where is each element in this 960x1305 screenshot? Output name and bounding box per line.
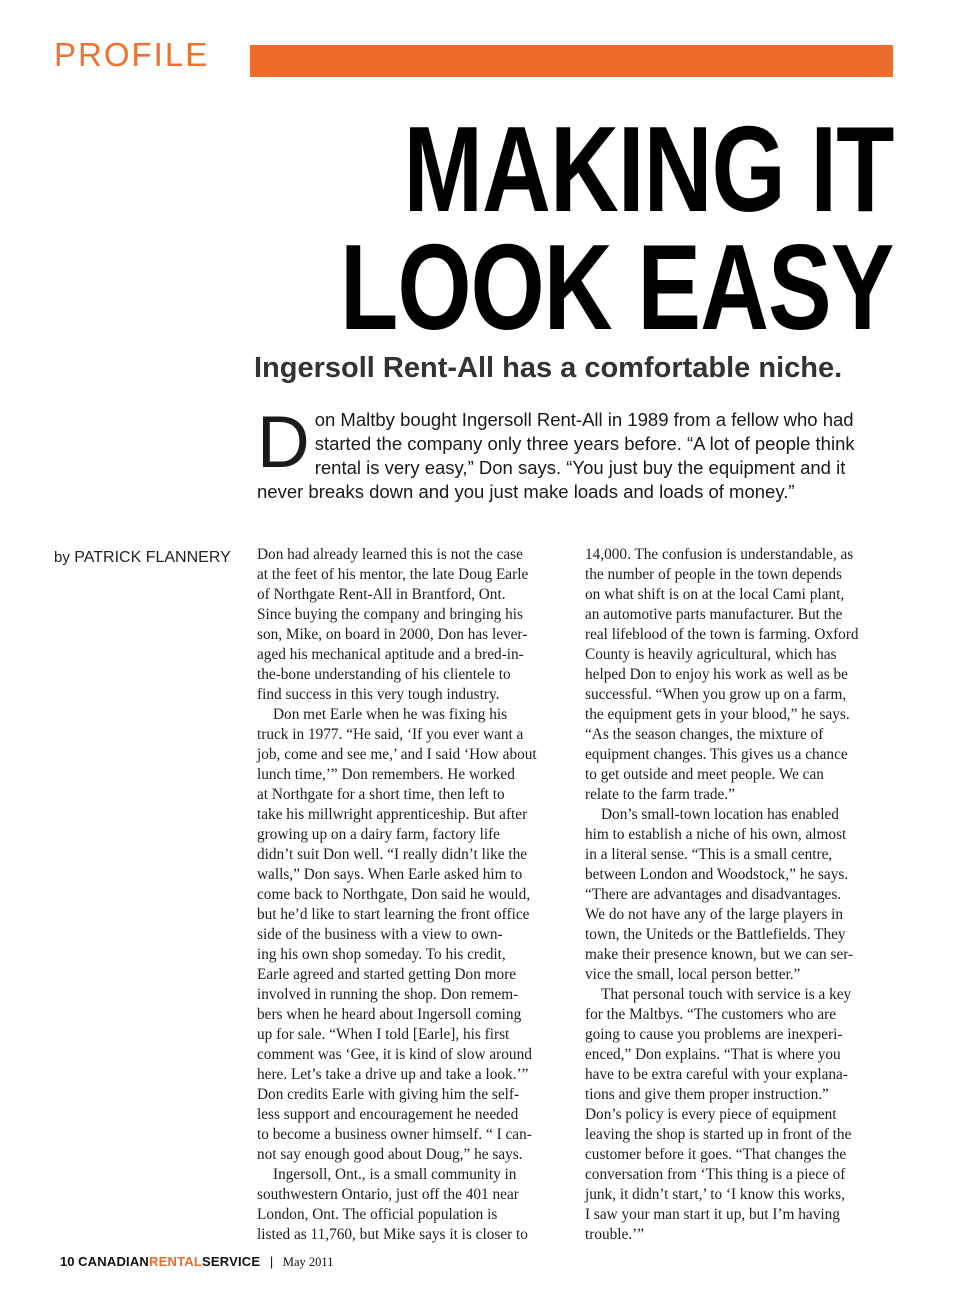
- body-text-line: “As the season changes, the mixture of: [585, 726, 824, 743]
- body-text-line: Don’s small-town location has enabled: [601, 806, 839, 823]
- byline-prefix: by: [54, 549, 70, 566]
- body-text-line: on what shift is on at the local Cami plant,: [585, 586, 845, 603]
- body-text-line: the-bone understanding of his clientele to: [257, 666, 511, 683]
- body-text-line: of Northgate Rent-All in Brantford, Ont.: [257, 586, 506, 603]
- body-text-line: less support and encouragement he needed: [257, 1106, 519, 1123]
- body-text-line: “There are advantages and disadvantages.: [585, 886, 842, 903]
- body-text-line: the number of people in the town depends: [585, 566, 843, 583]
- lead-line: rental is very easy,” Don says. “You just buy the equipment and it: [314, 457, 846, 478]
- body-text-line: to become a business owner himself. “ I can-: [257, 1126, 532, 1143]
- body-text-line: comment was ‘Gee, it is kind of slow around: [257, 1046, 532, 1063]
- body-text-line: ing his own shop someday. To his credit,: [257, 946, 506, 963]
- body-text-line: Ingersoll, Ont., is a small community in: [273, 1166, 517, 1183]
- body-text-line: job, come and see me,’ and I said ‘How about: [257, 746, 537, 763]
- page-footer: [60, 1254, 333, 1270]
- magazine-name-part-2: RENTAL: [149, 1254, 202, 1269]
- body-text-line: side of the business with a view to own-: [257, 926, 503, 943]
- footer-separator: |: [269, 1254, 274, 1269]
- section-label: PROFILE: [54, 36, 210, 73]
- body-text-line: didn’t suit Don well. “I really didn’t like the: [257, 846, 528, 863]
- lead-line: never breaks down and you just make loads and loads of money.”: [257, 481, 795, 502]
- body-text-line: at Northgate for a short time, then left to: [257, 786, 505, 803]
- headline: [340, 101, 894, 355]
- body-text-line: not say enough good about Doug,” he says.: [257, 1146, 523, 1163]
- body-text-line: bers when he heard about Ingersoll coming: [257, 1006, 522, 1023]
- lead-line: started the company only three years before. “A lot of people think: [314, 433, 855, 454]
- body-text-line: successful. “When you grow up on a farm,: [585, 686, 847, 703]
- body-text-line: make their presence known, but we can ser-: [585, 946, 854, 963]
- body-text-line: trouble.’”: [585, 1226, 645, 1243]
- magazine-name-part-3: SERVICE: [201, 1254, 261, 1269]
- body-text-line: find success in this very tough industry.: [257, 686, 500, 703]
- byline-author: PATRICK FLANNERY: [74, 549, 231, 566]
- body-text-line: truck in 1977. “He said, ‘If you ever want a: [257, 726, 524, 743]
- body-text-line: junk, it didn’t start,’ to ‘I know this works,: [585, 1186, 845, 1203]
- body-text-line: County is heavily agricultural, which has: [585, 646, 837, 663]
- body-text-line: up for sale. “When I told [Earle], his first: [257, 1026, 510, 1043]
- body-text-line: going to cause you problems are inexperi-: [585, 1026, 843, 1043]
- body-text-line: Don’s policy is every piece of equipment: [585, 1106, 837, 1123]
- lead-paragraph: [257, 402, 893, 504]
- body-text-line: Don credits Earle with giving him the self-: [257, 1086, 520, 1103]
- body-text-line: I saw your man start it up, but I’m having: [585, 1206, 840, 1223]
- body-text-line: aged his mechanical aptitude and a bred-in-: [257, 646, 524, 663]
- body-text-line: but he’d like to start learning the front office: [257, 906, 530, 923]
- body-text-line: helped Don to enjoy his work as well as be: [585, 666, 848, 683]
- body-text-line: between London and Woodstock,” he says.: [585, 866, 849, 883]
- body-text-line: him to establish a niche of his own, almost: [585, 826, 847, 843]
- body-column-1: [257, 545, 567, 1245]
- body-text-line: have to be extra careful with your explana-: [585, 1066, 848, 1083]
- body-text-line: listed as 11,760, but Mike says it is closer to: [257, 1226, 528, 1243]
- body-text-line: in a literal sense. “This is a small centre,: [585, 846, 833, 863]
- magazine-name: [78, 1254, 260, 1269]
- page-number: 10: [60, 1254, 75, 1269]
- body-text-line: town, the Uniteds or the Battlefields. They: [585, 926, 846, 943]
- body-text-line: involved in running the shop. Don remem-: [257, 986, 519, 1003]
- body-text-line: That personal touch with service is a key: [601, 986, 852, 1003]
- body-text-line: an automotive parts manufacturer. But the: [585, 606, 843, 623]
- body-text-line: customer before it goes. “That changes the: [585, 1146, 847, 1163]
- body-text-line: We do not have any of the large players in: [585, 906, 844, 923]
- drop-cap: D: [257, 402, 310, 483]
- body-text-line: take his millwright apprenticeship. But after: [257, 806, 528, 823]
- body-text-line: conversation from ‘This thing is a piece of: [585, 1166, 846, 1183]
- body-text-line: come back to Northgate, Don said he would,: [257, 886, 531, 903]
- body-text-line: relate to the farm trade.”: [585, 786, 735, 803]
- body-text-line: for the Maltbys. “The customers who are: [585, 1006, 837, 1023]
- headline-line-2: LOOK EASY: [340, 219, 894, 355]
- body-text-line: walls,” Don says. When Earle asked him to: [257, 866, 523, 883]
- body-text-line: leaving the shop is started up in front of the: [585, 1126, 852, 1143]
- body-text-line: Since buying the company and bringing his: [257, 606, 523, 623]
- body-text-line: real lifeblood of the town is farming. Oxford: [585, 626, 859, 643]
- body-text-line: lunch time,’” Don remembers. He worked: [257, 766, 515, 783]
- body-text-line: London, Ont. The official population is: [257, 1206, 498, 1223]
- body-text-line: growing up on a dairy farm, factory life: [257, 826, 500, 843]
- magazine-name-part-1: CANADIAN: [78, 1254, 150, 1269]
- body-text-line: the equipment gets in your blood,” he says.: [585, 706, 850, 723]
- body-text-line: to get outside and meet people. We can: [585, 766, 824, 783]
- headline-line-1: MAKING IT: [404, 101, 894, 237]
- body-text-line: Don had already learned this is not the case: [257, 546, 523, 563]
- body-text-line: son, Mike, on board in 2000, Don has lever-: [257, 626, 528, 643]
- subtitle: Ingersoll Rent-All has a comfortable niche.: [254, 352, 843, 384]
- body-text-line: here. Let’s take a drive up and take a look.’”: [257, 1066, 529, 1083]
- section-accent-bar: [250, 45, 893, 77]
- body-text-line: tions and give them proper instruction.”: [585, 1086, 829, 1103]
- body-text-line: enced,” Don explains. “That is where you: [585, 1046, 841, 1063]
- body-text-line: at the feet of his mentor, the late Doug Earle: [257, 566, 529, 583]
- body-text-line: southwestern Ontario, just off the 401 near: [257, 1186, 519, 1203]
- issue-date: May 2011: [282, 1255, 334, 1269]
- body-text-line: Earle agreed and started getting Don more: [257, 966, 517, 983]
- body-column-2: [585, 545, 895, 1245]
- body-text-line: 14,000. The confusion is understandable, as: [585, 546, 854, 563]
- lead-line: on Maltby bought Ingersoll Rent-All in 1989 from a fellow who had: [314, 409, 854, 430]
- body-text-line: vice the small, local person better.”: [585, 966, 801, 983]
- byline: [54, 549, 231, 567]
- body-text-line: equipment changes. This gives us a chance: [585, 746, 848, 763]
- body-text-line: Don met Earle when he was fixing his: [273, 706, 508, 723]
